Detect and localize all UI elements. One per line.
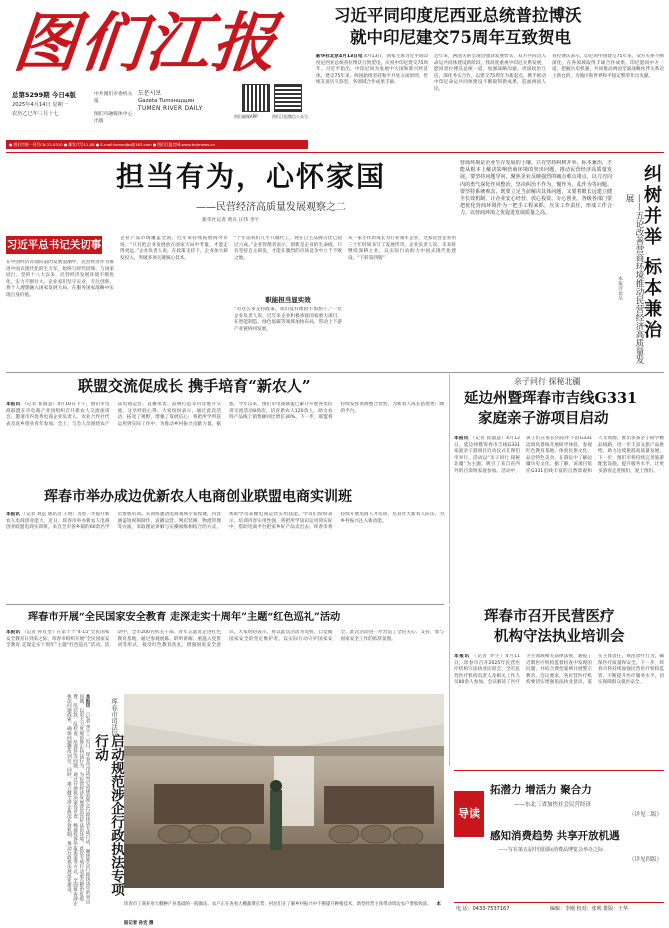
masthead-title: 图们江报	[10, 6, 282, 81]
qr-label-wechat: 图们江报微信公众号	[272, 114, 308, 119]
publisher-line-1: 中共图们市委机关报	[94, 92, 133, 104]
ecom-dateline: 本报讯	[6, 512, 20, 517]
story-union	[6, 374, 444, 484]
english-name: TUMEN RIVER DAILY	[138, 106, 203, 112]
qr-code-wechat	[274, 84, 302, 112]
footer-editors: 编辑：李刚 校对：张明 排版：王华	[550, 906, 629, 912]
feature-subhead: ——民营经济高质量发展观察之二	[196, 202, 346, 213]
enforce-dateline: 本报讯	[85, 694, 90, 708]
mid-divider-2	[6, 604, 444, 605]
g331-body	[454, 436, 664, 602]
safety-dateline: 本报讯	[6, 630, 21, 635]
guide-label: 导读	[458, 807, 480, 820]
footer-bar	[454, 902, 664, 914]
training-headline-1: 珲春市召开民营医疗	[484, 608, 615, 625]
commentary-title: 纠树并举 标本兼治	[641, 164, 662, 342]
story-enforce	[6, 694, 122, 908]
feature-col-1: 在中国经济奔涌向前的发展浪潮中，民营经济作为推进中国式现代化的生力军，始终与时代同频、与国家同行。党的十八大以来，民营经济发展环境不断优化，实力不断壮大。企业家们坚守实业，专注创新，将个人理想融入国家发展大局，在服务国家战略中实现自身价值。	[6, 260, 114, 298]
lead-body-col-3: 普拉博沃表示，印尼同中国建交75年来，双方关系不断深化，在各领域取得丰硕合作成果。印尼愿同中方一道，把握历史机遇，共同推动两国全面战略伙伴关系迈上新台阶，为地区和世界和平稳定繁荣作出贡献。	[552, 54, 664, 79]
feature-col-3a: “十年前我们几乎只做代工，现在自主品牌占比已超过六成。”企业管理者表示，创新是企业的生命线，只有坚持自主研发，才能在激烈的市场竞争中立于不败之地。	[234, 236, 342, 261]
enforce-kicker: 珲春市司法局	[110, 698, 118, 737]
training-col-rule	[449, 606, 450, 766]
union-body	[6, 402, 444, 482]
korean-name: 도문시보	[138, 90, 162, 97]
guide-label-box	[454, 791, 484, 837]
qr-label-app: 图们融媒APP	[234, 114, 258, 119]
training-headline-2: 机构守法执业培训会	[494, 628, 625, 645]
foreign-names	[138, 88, 238, 112]
footer-phone: 电 话：0433-7537167	[456, 906, 510, 912]
ecom-body-text: （记者 刘远 通讯员 王明）为进一步提升新农人电商创业能力，近日，珲春市举办新农人电商创业联盟电商实训班，来自全市各乡镇的60余名学员参加培训。实训班邀请电商领域专家授课，内容涵盖短视频制作、直播运营、网店装修、物流管理等方面，采取理论讲解与实操演练相结合的方式，帮助学员掌握电商运营实用技能。学员们纷纷表示，培训内容实用性强，将把所学知识运用到实际中，借助电商平台把家乡好产品卖出去。珲春市将持续开展电商人才培训，培育壮大新农人队伍，为乡村振兴注入新动能。	[6, 512, 444, 531]
lead-body-col-2: 近年来，两国关系呈现出强劲发展势头，双方共同迈入命运共同体建设新阶段。我高度重视中印尼关系发展，愿同普拉博沃总统一道，加强战略沟通，巩固政治互信，深化务实合作，以建交75周年为新起点，携手推动中印尼命运共同体建设不断取得新成果，造福两国人民。	[434, 54, 546, 92]
story-ecom	[6, 486, 444, 594]
guide-box	[454, 770, 664, 898]
guide-item-2-sub: ——写在第五届中国国际消费品博览会举办之际	[498, 847, 604, 853]
feature-col-3-wrap	[234, 236, 342, 370]
photo-caption-wrap	[124, 890, 444, 926]
info-bar	[6, 140, 308, 149]
guide-item-1-sub: ——东北三省加快社会民营经济	[514, 802, 592, 808]
qr-labels	[234, 114, 308, 120]
photo-credit: 本报记者 孙宏 摄	[124, 902, 441, 926]
g331-dateline: 本报讯	[454, 436, 469, 441]
column-head-banner	[6, 236, 102, 254]
training-body-text: （记者 李宇）4月11日，珲春市召开2025年民营医疗机构守法执业培训会，全市民营医疗机构负责人及相关工作人员80余人参加。会议解读了医疗卫生领域相关法律法规，通报了近期医疗机构监督检查中发现的问题，并结合典型案例开展警示教育。会议要求，各民营医疗机构要切实增强依法执业意识，落实主体责任，规范诊疗行为，确保医疗质量和安全。下一步，珲春市将持续加强民营医疗机构监管，不断提升医疗服务水平，切实保障群众就医安全。	[454, 654, 664, 686]
safety-body	[6, 630, 444, 692]
commentary-subtitle: ——五论改善营商环境推动民营经济高质量发展	[624, 194, 644, 364]
enforce-body-text: （记者 李宇）近日，珲春市司法局启动规范涉企行政执法专项行动，聚焦涉企行政执法中的突出问题，以更大力度规范涉企执法行为，为民营经济发展营造良好法治环境。此次专项行动重点整治乱收费、乱罚款、乱检查、乱查封等问题，通过开展执法案卷评查、畅通投诉举报渠道等方式，全面排查涉企执法问题线索，确保问题整改到位。同时，建立健全涉企执法长效机制，推动行政执法规范化建设。	[66, 694, 90, 906]
story-training	[454, 606, 664, 764]
masthead	[6, 4, 308, 144]
feature-headline: 担当有为，心怀家国	[116, 160, 387, 193]
guide-item-2-page: （详见四版）	[628, 857, 662, 863]
g331-col-rule	[449, 374, 450, 604]
feature-subtitle: 职能担当显实效	[265, 296, 311, 304]
g331-body-text: （记者 崔淑慧）4月12日，延边州暨珲春市吉线G331家庭亲子游项目启动仪式在图们市举行。活动以“亲子同行 探秘北疆”为主题，吸引了来自省内外的百余组家庭参加。活动中，孩子们在家长的陪伴下沿G331边境风景线开展研学体验，参观红色教育基地、体验民俗文化、品尝特色美食，在游玩中了解边疆历史文化。据了解，该项目依托G331沿线丰富的自然景观和人文资源，推出多条亲子研学精品线路，进一步丰富文旅产品供给，助力边境旅游高质量发展。下一步，图们市将持续完善旅游配套设施，提升服务水平，让更多游客走进图们、爱上图们。	[454, 436, 664, 474]
guide-item-1-page: （详见二版）	[628, 812, 662, 818]
lead-headline-1: 习近平同印度尼西亚总统普拉博沃	[334, 6, 582, 25]
union-dateline: 本报讯	[6, 402, 21, 407]
union-headline: 联盟交流促成长 携手培育“新农人”	[78, 377, 311, 395]
guide-item-2-title: 感知消费趋势 共享开放机遇	[490, 830, 620, 842]
union-body-text: （记者 崔淑慧）4月10日下午，图们市电商联盟在市电商产业园组织召开新农人交流座谈会，邀请市内优秀电商企业负责人、农业合作社代表及返乡创业青年参加。会上，与会人员围绕农产品电商运营、直播带货、品牌打造等内容展开交流，分享经验心得。大家纷纷表示，通过此次活动，拓宽了视野，增强了发展信心，将把所学所获运用到实际工作中，为推动乡村振兴贡献力量。据悉，今年以来，图们市电商联盟已累计开展各类培训交流活动8场次，培育新农人120余人，助力农特产品线上销售额同比增长30%。下一步，联盟将持续发挥资源整合优势，为新农人成长搭建更广阔的平台。	[6, 402, 444, 427]
publisher-line-2: 图们市融媒体中心出版	[94, 112, 133, 124]
column-head-label: 习近平总书记关切事	[6, 239, 102, 251]
enforce-body	[6, 694, 90, 906]
safety-headline: 珲春市开展“全民国家安全教育 走深走实十周年”主题“红色巡礼”活动	[28, 611, 341, 623]
mid-divider-1	[6, 372, 460, 373]
feature-col-3b: “有这么多支持政策，我们没有理由不加油干。”一位企业负责人说，近年来企业积极承接国家重大项目，在智能制造、绿色低碳等领域加快布局，带动上下游产业链协同发展。	[234, 307, 342, 332]
issue-lunar: 农历乙巳年三月十七	[12, 111, 59, 117]
lead-dateline: 新华社北京4月13日电	[316, 54, 363, 59]
qr-code-app	[242, 84, 270, 112]
commentary-author: 本报评论员	[617, 276, 622, 300]
guide-item-1[interactable]	[490, 783, 662, 818]
guide-item-1-title: 拓潜力 增活力 聚合力	[490, 784, 592, 796]
latin-name: Gazeta Tumэнщщян	[138, 98, 195, 104]
g331-headline-1: 延边州暨珲春市吉线G331	[464, 390, 638, 407]
g331-headline-2: 家庭亲子游项目启动	[478, 410, 609, 427]
lead-body-a: 4月13日，国家主席习近平同印度尼西亚总统普拉博沃互致贺电，庆祝中印尼建交75周年。习近平指出，中印尼同为发展中大国和新兴经济体。建交75年来，两国始终坚持和平共处五项原则，传统友谊历久弥坚，各领域合作成果丰硕。	[316, 54, 428, 86]
info-bar-text: ● 图们市统一刊号CN 22-0310 ● 邮发代号11-68 ● E-mail:tumenjbs@163.com ● 图们江报官网:www.tmjrnews.cn	[9, 142, 215, 147]
commentary-body: 营商环境是企业生存发展的土壤。只有坚持纠树并举、标本兼治，才能从根本上解决影响营商环境的突出问题，推动民营经济高质量发展。要坚持问题导向，聚焦企业反映强烈的痛点难点堵点，以刀刃向内的勇气深化作风整治，坚决纠治不作为、慢作为、乱作为等问题。要坚持系统观念，既要立足当前解决具体问题，又要着眼长远建立健全长效机制，让企业安心经营、放心投资、专心创业。各级各部门要把优化营商环境作为一把手工程来抓，压实工作责任，形成工作合力，以营商环境之优促进发展质量之高。	[460, 160, 612, 217]
g331-kicker: 亲子同行 探秘北疆	[514, 377, 581, 386]
commentary	[460, 160, 664, 370]
ecom-headline: 珲春市举办成边优新农人电商创业联盟电商实训班	[44, 489, 352, 505]
enforce-headline: 启动规范涉企行政执法专项行动	[92, 734, 124, 896]
safety-body-text: （记者 孙有奎）在第十个“4·15”全民国家安全教育日到来之际，珲春市组织开展“全民国家安全教育 走深走实十周年”主题“红色巡礼”活动。活动中，全市200名机关干部、青年志愿者走进红色教育基地，通过参观展陈、聆听讲解、重温入党誓词等形式，接受红色教育洗礼，增强国家安全意识。大家纷纷表示，将以此次活动为契机，自觉做国家安全的坚定维护者，以实际行动守护国家安全。此次活动进一步营造了全民关心、支持、参与国家安全工作的浓厚氛围。	[6, 630, 444, 649]
issue-date: 2025年4月14日 星期一	[12, 102, 68, 108]
lead-headline-2: 就中印尼建交75周年互致贺电	[350, 28, 571, 47]
mid-divider-1b	[460, 372, 664, 373]
photo-caption: 珲春市工商业用大棚种产业基础的一般做法，农户正在查看大棚蔬菜长势，村民们在了解乡村振兴中不断提升种植技术，新型经营主体带动周边农户增收致富。	[124, 902, 432, 907]
barn-illustration	[124, 694, 444, 888]
publisher-info	[94, 90, 134, 124]
training-dateline: 本报讯	[454, 654, 470, 659]
issue-number: 总第5299期 今日4版	[12, 91, 76, 99]
feature-col-2: 企业产品市场覆盖全国，近年来持续拓展海外市场。“只有把企业发展放在国家大局中考量，才能走得更远。”企业负责人说，在政策支持下，企业加大研发投入，突破多项关键核心技术。	[120, 236, 228, 261]
lead-story	[316, 4, 664, 150]
guide-item-2[interactable]	[490, 829, 662, 863]
top-divider	[6, 152, 664, 153]
news-photo	[124, 694, 444, 888]
story-safety	[6, 606, 444, 692]
story-g331	[454, 374, 664, 604]
training-body	[454, 654, 664, 762]
ecom-body	[6, 512, 444, 592]
feature-byline: 新华社记者 黄垚 汪伟 李宇	[202, 218, 260, 223]
lead-body-col-1	[316, 54, 428, 148]
issue-info	[12, 90, 92, 117]
feature-col-4: 从一家小作坊成长为行业领军企业，这家民营企业用三十年时间书写了发展传奇。企业负责人说，未来将继续深耕主业，以实际行动助力中国式现代化建设。“下转第四版”	[348, 236, 456, 261]
